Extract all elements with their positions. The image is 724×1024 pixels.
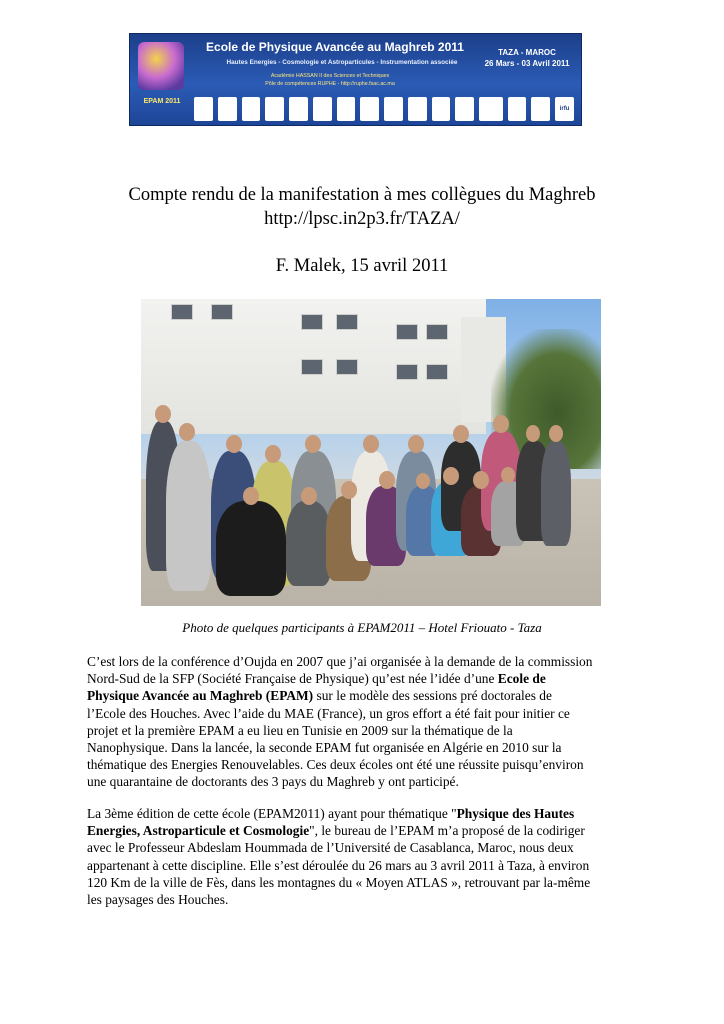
- paragraph-2: [87, 805, 647, 908]
- text-line: Nanophysique. Dans la lancée, la seconde EPAM fut organisée en Algérie en 2010 sur la: [87, 740, 562, 756]
- bold-text: Physique des Hautes: [456, 806, 575, 821]
- participant: [541, 441, 571, 546]
- text-run: Nord-Sud de la SFP (Société Française de Physique) qu’est née l’idée d’une: [87, 671, 498, 687]
- partner-logo-icon: [265, 97, 284, 121]
- partner-logo-icon: [531, 97, 550, 121]
- text-line: [87, 805, 647, 822]
- partner-logo-icon: [508, 97, 527, 121]
- participant-head: [301, 487, 317, 505]
- window: [396, 364, 418, 380]
- partner-logo-icon: [242, 97, 261, 121]
- partner-logo-icon: [455, 97, 474, 121]
- participant: [286, 501, 331, 586]
- text-line: une quarantaine de doctorants des 3 pays du Maghreb y ont participé.: [87, 774, 459, 790]
- epam-logo-icon: [138, 42, 184, 90]
- partner-logo-irfu-icon: irfu: [555, 97, 574, 121]
- participant-head: [408, 435, 424, 453]
- window: [301, 359, 323, 375]
- participant-head: [526, 425, 540, 442]
- participant-head: [265, 445, 281, 463]
- text-line: C’est lors de la conférence d’Oujda en 2007 que j’ai organisée à la demande de la commission: [87, 654, 593, 669]
- participant-head: [453, 425, 469, 443]
- participant-head: [155, 405, 171, 423]
- bold-text: Ecole de: [497, 671, 546, 687]
- participant-head: [501, 467, 515, 483]
- participant-head: [473, 471, 489, 489]
- partner-logo-icon: [337, 97, 356, 121]
- partner-logo-icon: [313, 97, 332, 121]
- partner-logo-icon: [408, 97, 427, 121]
- participant-head: [443, 467, 459, 485]
- participant-head: [379, 471, 395, 489]
- partner-logo-icon: [218, 97, 237, 121]
- participant-head: [179, 423, 195, 441]
- text-line: thématique des Energies Renouvelables. Ces deux écoles ont été une réussite puisqu’environ: [87, 757, 584, 773]
- banner-location: TAZA - MAROC: [498, 48, 556, 57]
- window: [396, 324, 418, 340]
- participant: [166, 441, 211, 591]
- window: [336, 314, 358, 330]
- bold-text: Energies, Astroparticule et Cosmologie: [87, 823, 310, 839]
- window: [426, 324, 448, 340]
- banner-place: [483, 48, 571, 68]
- window: [426, 364, 448, 380]
- text-line: les paysages des Houches.: [87, 892, 229, 908]
- partner-logo-icon: [384, 97, 403, 121]
- report-title: Compte rendu de la manifestation à mes collègues du Maghreb: [128, 185, 596, 205]
- photo-caption: Photo de quelques participants à EPAM2011 – Hotel Friouato - Taza: [182, 620, 542, 635]
- partner-logo-icon: [194, 97, 213, 121]
- participant-head: [493, 415, 509, 433]
- paragraph-1: [87, 653, 647, 791]
- event-banner: [129, 33, 582, 126]
- partner-logos: [194, 96, 574, 122]
- text-line: avec le Professeur Abdeslam Hoummada de l’Université de Casablanca, Maroc, nous deux: [87, 840, 574, 856]
- author-date: F. Malek, 15 avril 2011: [275, 256, 449, 276]
- participant-head: [226, 435, 242, 453]
- banner-title: Ecole de Physique Avancée au Maghreb 2011: [206, 40, 464, 54]
- text-line: l’Ecole des Houches. Avec l’aide du MAE (France), un gros effort a été fait pour initier ce: [87, 705, 570, 721]
- participants-crowd: [141, 391, 601, 606]
- participant-head: [363, 435, 379, 453]
- participant-head: [341, 481, 357, 499]
- participant-head: [549, 425, 563, 442]
- text-line: [87, 670, 647, 687]
- partner-logo-icon: [479, 97, 502, 121]
- bold-text: Physique Avancée au Maghreb (EPAM): [87, 688, 314, 704]
- partner-logo-icon: [289, 97, 308, 121]
- partner-logo-icon: [360, 97, 379, 121]
- window: [211, 304, 233, 320]
- text-line: appartenant à cette discipline. Elle s’est déroulée du 26 mars au 3 avril 2011 à Taza, à environ: [87, 857, 590, 873]
- text-run: ", le bureau de l’EPAM m’a proposé de la codiriger: [309, 823, 585, 839]
- text-line: [87, 687, 647, 704]
- window: [171, 304, 193, 320]
- text-run: sur le modèle des sessions pré doctorales de: [313, 688, 552, 704]
- text-line: projet et la première EPAM a eu lieu en Tunisie en 2009 sur la thématique de la: [87, 722, 513, 738]
- text-line: 120 Km de la ville de Fès, dans les montagnes du « Moyen ATLAS », retrouvant par la-même: [87, 874, 591, 890]
- banner-dates: 26 Mars - 03 Avril 2011: [484, 59, 570, 68]
- text-run: La 3ème édition de cette école (EPAM2011) ayant pour thématique ": [87, 806, 457, 821]
- participant-head: [416, 473, 430, 489]
- window: [336, 359, 358, 375]
- report-url: http://lpsc.in2p3.fr/TAZA/: [264, 209, 460, 229]
- group-photo: [141, 299, 601, 606]
- window: [301, 314, 323, 330]
- banner-url: Pôle de compétences RUPHE - http://ruphe.fsac.ac.ma: [265, 81, 395, 87]
- text-line: [87, 822, 647, 839]
- participant-head: [243, 487, 259, 505]
- banner-subtitle: Hautes Energies - Cosmologie et Astroparticules - Instrumentation associée: [226, 59, 458, 66]
- participant: [216, 501, 286, 596]
- banner-academy: Académie HASSAN II des Sciences et Techniques: [270, 73, 390, 79]
- logo-text: EPAM 2011: [143, 98, 181, 105]
- participant-head: [305, 435, 321, 453]
- partner-logo-icon: [432, 97, 451, 121]
